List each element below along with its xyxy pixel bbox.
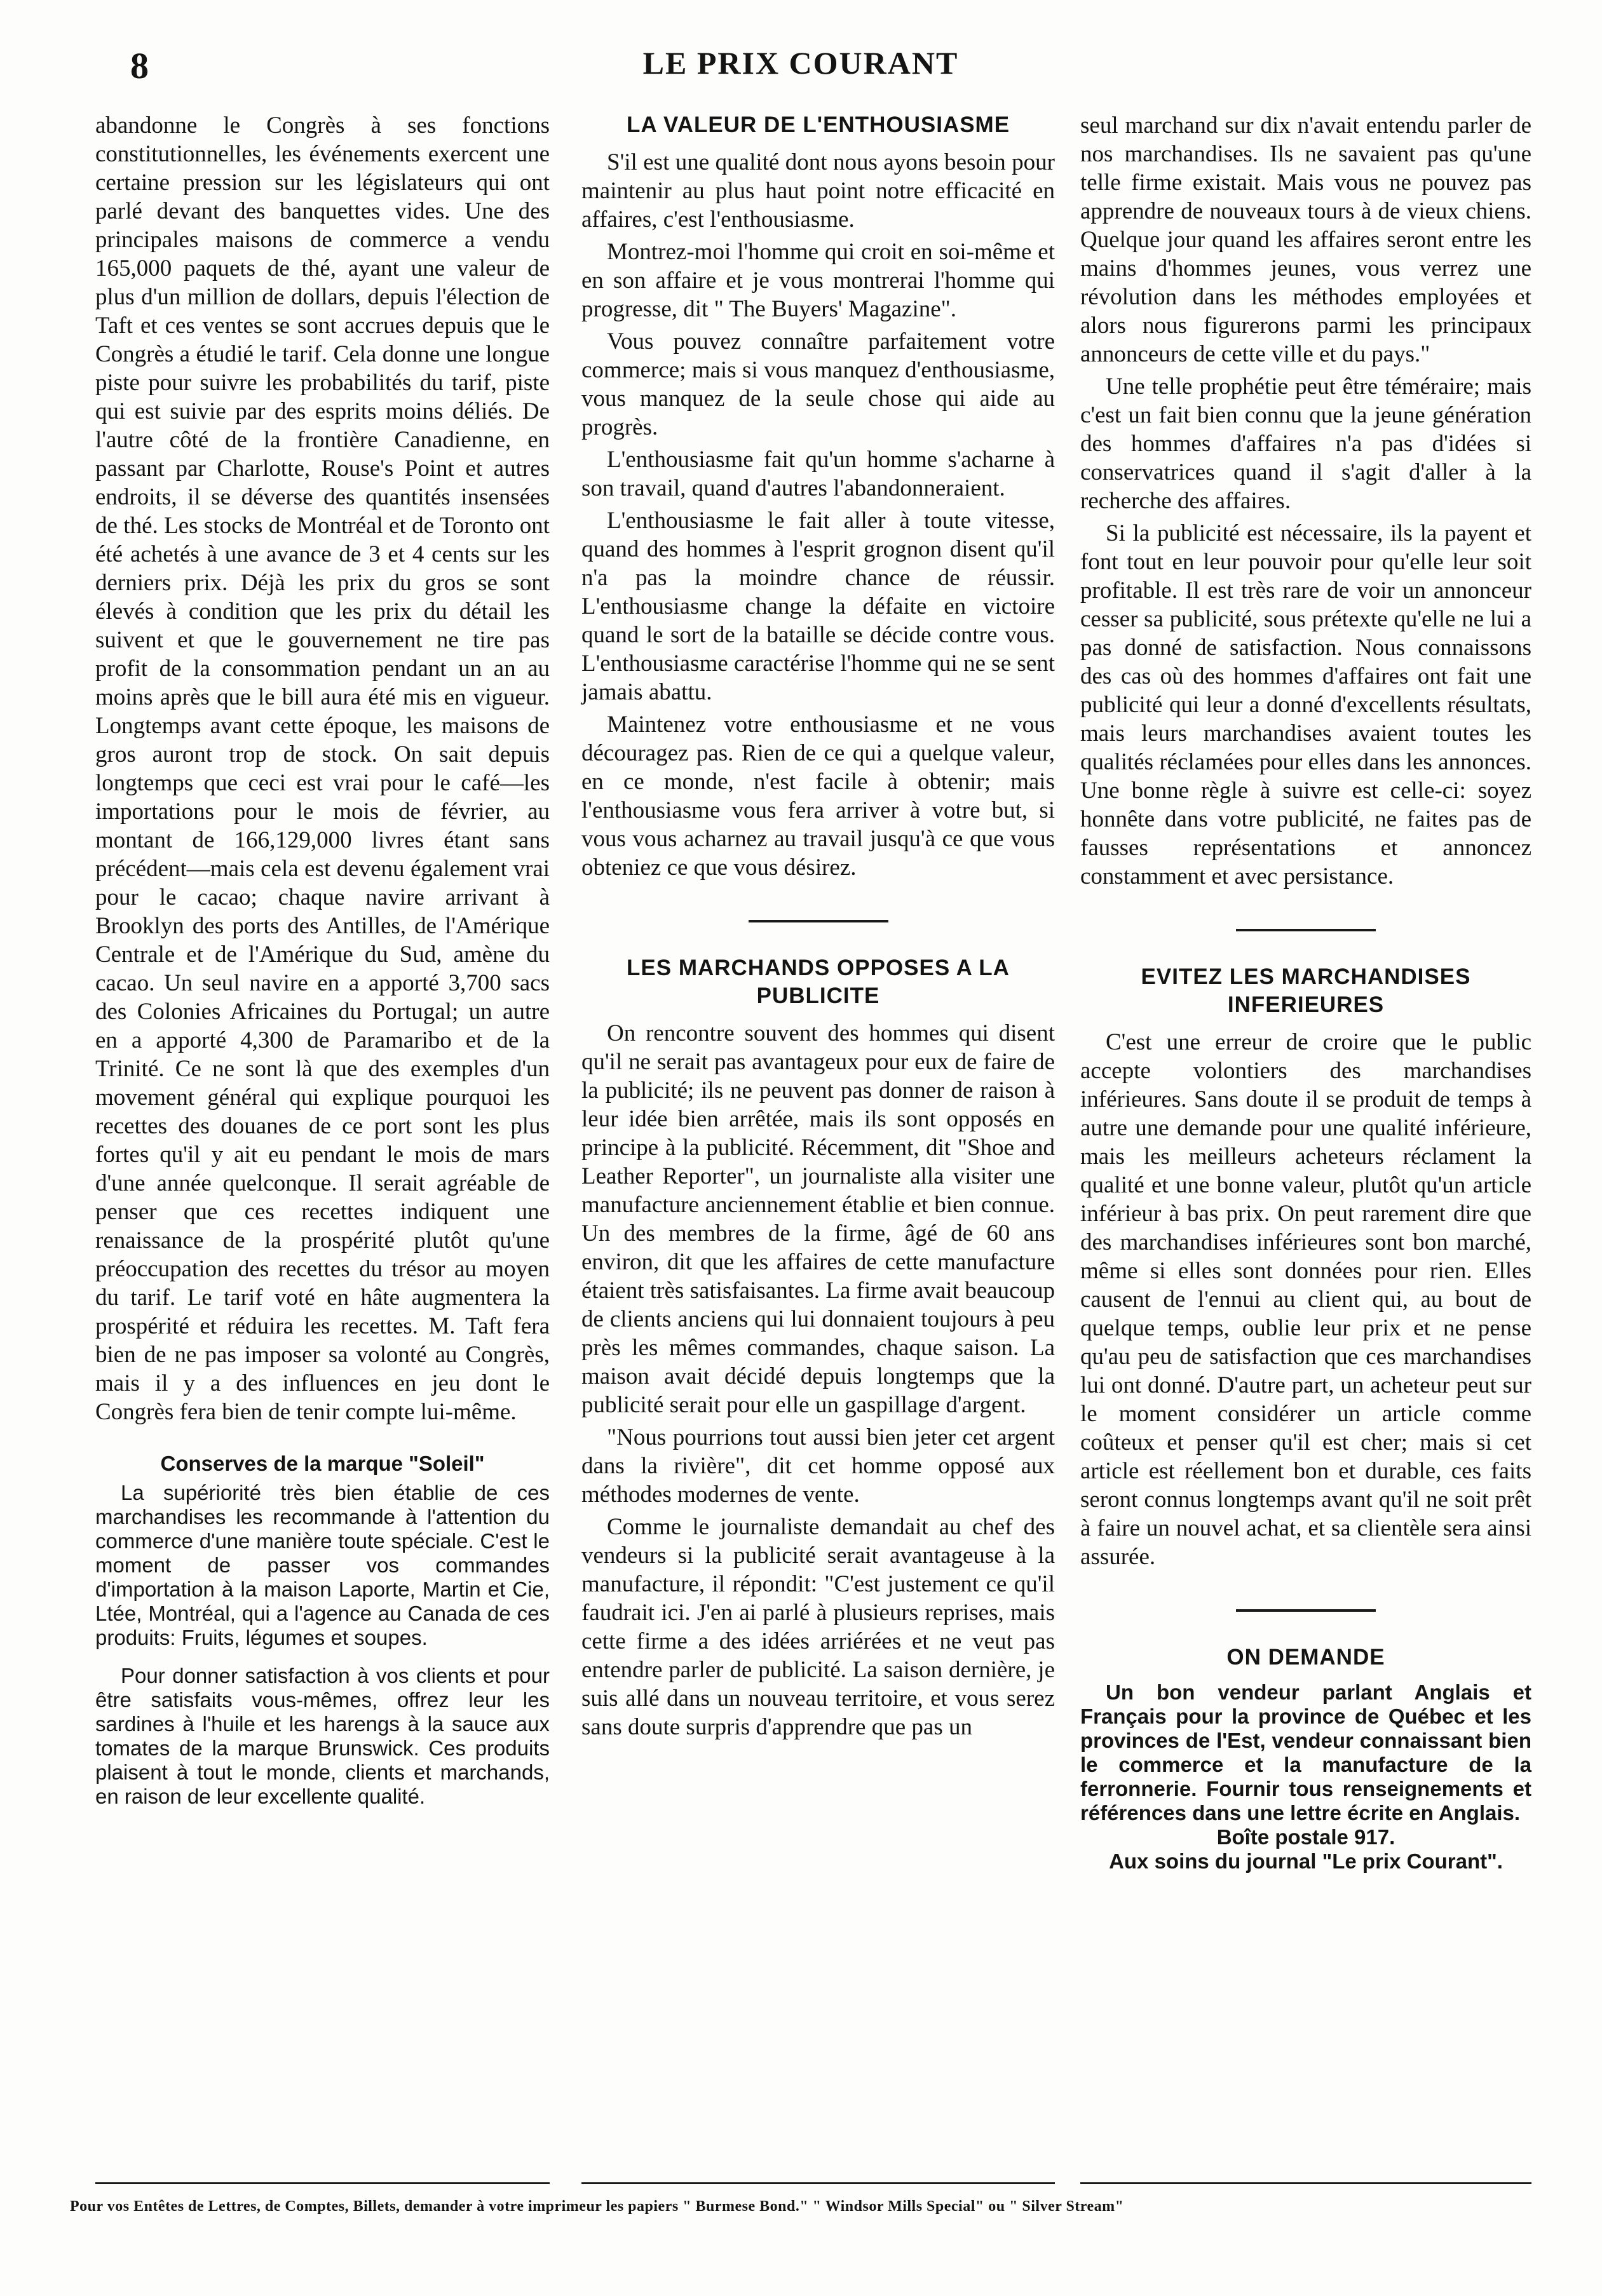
soleil-heading: Conserves de la marque "Soleil" [160, 1452, 485, 1475]
enthusiasm-paragraph: L'enthousiasme fait qu'un homme s'acharne à son travail, quand d'autres l'abandonneraient. [581, 447, 1055, 501]
evitez-article [1080, 1028, 1531, 1571]
bottom-rule [95, 2182, 550, 2184]
soleil-article [95, 1481, 550, 1809]
continuation-paragraph: Si la publicité est nécessaire, ils la payent et font tout en leur pouvoir pour qu'elle leur soit profitable. Il est très rare de voir un annonceur cesser sa publicité, sous prétexte qu'elle ne lui a pas donné de satisfaction. Nous connaissons des cas où des hommes d'affaires ont fait une publicité qui leur a donné d'excellents résultats, mais leurs marchandises avaient toutes les qualités réclamées pour elles dans les annonces. Une bonne règle à suivre est celle-ci: soyez honnête dans votre publicité, ne faites pas de fausses représentations et annoncez constamment et avec persistance. [1080, 520, 1531, 889]
enthusiasm-paragraph: L'enthousiasme le fait aller à toute vitesse, quand des hommes à l'esprit grognon disent qu'il n'a pas la moindre chance de réussir. L'enthousiasme change la défaite en victoire quand le sort de la bataille se décide contre vous. L'enthousiasme caractérise l'homme qui ne se sent jamais abattu. [581, 508, 1055, 705]
marchands-paragraph: "Nous pourrions tout aussi bien jeter cet argent dans la rivière", dit cet homme opposé aux méthodes modernes de vente. [581, 1424, 1055, 1508]
column-middle [581, 111, 1055, 1741]
evitez-paragraph: C'est une erreur de croire que le public accepte volontiers des marchandises inférieures. Sans doute il se produit de temps à autre une demande pour une qualité inférieure, mais les meilleurs acheteurs réclament la qualité et une bonne valeur, plutôt qu'un article inférieur à bas prix. On peut rarement dire que des marchandises inférieures sont bon marché, même si elles sont données pour rien. Elles causent de l'ennui au client qui, au bout de quelque temps, oublie leur prix et ne pense qu'au peu de satisfaction que ces marchandises lui ont donné. D'autre part, un acheteur peut sur le moment considérer un article comme coûteux et penser qu'il est cher; mais si cet article est réellement bon et durable, ces faits seront connus longtemps avant qu'il ne soit prêt à faire un nouvel achat, et sa clientèle sera ainsi assurée. [1080, 1029, 1531, 1570]
enthusiasm-paragraph: S'il est une qualité dont nous ayons besoin pour maintenir au plus haut point notre efficacité en affaires, c'est l'enthousiasme. [581, 149, 1055, 233]
continuation-paragraph: seul marchand sur dix n'avait entendu parler de nos marchandises. Ils ne savaient pas qu'une telle firme existait. Mais vous ne pouvez pas apprendre de nouveaux tours à de vieux chiens. Quelque jour quand les affaires seront entre les mains d'hommes jeunes, vous verrez une révolution dans les méthodes employées et alors nous figurerons parmi les principaux annonceurs de cette ville et du pays." [1080, 112, 1531, 367]
demande-care-of: Aux soins du journal "Le prix Courant". [1109, 1849, 1503, 1873]
section-divider [1236, 929, 1376, 931]
demande-text: Un bon vendeur parlant Anglais et Français pour la province de Québec et les provinces de l'Est, vendeur connaissant bien le commerce et la manufacture de la ferronnerie. Fournir tous renseignements et références dans une lettre écrite en Anglais. [1080, 1680, 1531, 1825]
footer-advert: Pour vos Entêtes de Lettres, de Comptes, Billets, demander à votre imprimeur les papiers " Burmese Bond." " Windsor Mills Special" ou " Silver Stream" [70, 2198, 1124, 2215]
masthead-title: LE PRIX COURANT [642, 45, 959, 81]
column-right [1080, 111, 1531, 1874]
enthusiasm-article [581, 148, 1055, 882]
evitez-heading: EVITEZ LES MARCHANDISES INFERIEURES [1141, 964, 1471, 1017]
marchands-article [581, 1019, 1055, 1741]
marchands-paragraph: Comme le journaliste demandait au chef des vendeurs si la publicité serait avantageuse à la manufacture, il répondit: "C'est justement ce qu'il faudrait ici. J'en ai parlé à plusieurs reprises, mais cette firme a des idées arriérées et ne veut pas entendre parler de publicité. La saison dernière, je suis allé dans un nouveau territoire, et vous serez sans doute surpris d'apprendre que pas un [581, 1514, 1055, 1740]
marchands-heading: LES MARCHANDS OPPOSES A LA PUBLICITE [627, 956, 1010, 1008]
column-left [95, 111, 550, 1809]
soleil-paragraph: La supériorité très bien établie de ces marchandises les recommande à l'attention du commerce d'une manière toute spéciale. C'est le moment de passer vos commandes d'importation à la maison Laporte, Martin et Cie, Ltée, Montréal, qui a l'agence au Canada de ces produits: Fruits, légumes et soupes. [95, 1481, 550, 1649]
bottom-rule [581, 2182, 1055, 2184]
marchands-paragraph: On rencontre souvent des hommes qui disent qu'il ne serait pas avantageux pour eux de faire de la publicité; ils ne peuvent pas donner de raison à leur idée bien arrêtée, mais ils sont opposés en principe à la publicité. Récemment, dit "Shoe and Leather Reporter", un journaliste alla visiter une manufacture anciennement établie et bien connue. Un des membres de la firme, âgé de 60 ans environ, dit que les affaires de cette manufacture étaient très satisfaisantes. La firme avait beaucoup de clients anciens qui lui donnaient toujours à peu près les mêmes commandes, chaque saison. La maison avait décidé depuis longtemps que la publicité serait pour elle un gaspillage d'argent. [581, 1020, 1055, 1418]
continuation-paragraph: Une telle prophétie peut être téméraire; mais c'est un fait bien connu que la jeune génération des hommes d'affaires n'a pas d'idées si conservatrices quand il s'agit d'aller à la recherche des affaires. [1080, 374, 1531, 514]
demande-ad [1080, 1680, 1531, 1874]
tariff-article-text: abandonne le Congrès à ses fonctions constitutionnelles, les événements exercent une certaine pression sur les législateurs qui ont parlé devant des banquettes vides. Une des principales maisons de commerce a vendu 165,000 paquets de thé, ayant une valeur de plus d'un million de dollars, depuis l'élection de Taft et ces ventes se sont accrues depuis que le Congrès a étudié le tarif. Cela donne une longue piste pour suivre les probabilités du tarif, piste qui est suivie par des esprits moins déliés. De l'autre côté de la frontière Canadienne, en passant par Charlotte, Rouse's Point et autres endroits, il se déverse des quantités insensées de thé. Les stocks de Montréal et de Toronto ont été achetés à une avance de 3 et 4 cents sur les derniers prix. Déjà les prix du gros se sont élevés à condition que les prix du détail les suivent et que le gouvernement ne tire pas profit de la consommation pendant un an au moins après que le bill aura été mis en vigueur. Longtemps avant cette époque, les maisons de gros auront trop de stock. On sait depuis longtemps que ceci est vrai pour le café—les importations pour le mois de février, au montant de 166,129,000 livres étant sans précédent—mais cela est devenu également vrai pour le cacao; chaque navire arrivant à Brooklyn des ports des Antilles, de l'Amérique Centrale et de l'Amérique du Sud, amène du cacao. Un seul navire en a apporté 3,700 sacs des Colonies Africaines du Portugal; un autre en a apporté 4,300 de Paramaribo et de la Trinité. Ce ne sont là que des exemples d'un movement général qui explique pourquoi les recettes des douanes de ce port sont les plus fortes qu'il y ait eu pendant le mois de mars d'une année quelconque. Il serait agréable de penser que ces recettes indiquent une renaissance de la prospérité plutôt qu'une préoccupation des recettes du trésor au moyen du tarif. Le tarif voté en hâte augmentera la prospérité et réduira les recettes. M. Taft fera bien de ne pas imposer sa volonté au Congrès, mais il y a des influences en jeu dont le Congrès fera bien de tenir compte lui-même. [95, 112, 550, 1425]
brunswick-paragraph: Pour donner satisfaction à vos clients et pour être satisfaits vous-mêmes, offrez leur les sardines à l'huile et les harengs à la sauce aux tomates de la marque Brunswick. Ces produits plaisent à tout le monde, clients et marchands, en raison de leur excellente qualité. [95, 1664, 550, 1808]
demande-heading: ON DEMANDE [1226, 1645, 1385, 1670]
tariff-article [95, 111, 550, 1426]
enthusiasm-paragraph: Maintenez votre enthousiasme et ne vous découragez pas. Rien de ce qui a quelque valeur, en ce monde, n'est facile à obtenir; mais l'enthousiasme vous fera arriver à votre but, si vous vous acharnez au travail jusqu'à ce que vous obteniez ce que vous désirez. [581, 712, 1055, 881]
marchands-continuation [1080, 111, 1531, 891]
page-number: 8 [130, 45, 149, 86]
section-divider [749, 920, 888, 922]
demande-box: Boîte postale 917. [1216, 1825, 1395, 1849]
enthusiasm-paragraph: Vous pouvez connaître parfaitement votre commerce; mais si vous manquez d'enthousiasme, vous manquez de la seule chose qui aide au progrès. [581, 328, 1055, 440]
bottom-rule [1080, 2182, 1531, 2184]
section-divider [1236, 1609, 1376, 1612]
enthusiasm-paragraph: Montrez-moi l'homme qui croit en soi-même et en son affaire et je vous montrerai l'homme qui progresse, dit " The Buyers' Magazine". [581, 239, 1055, 322]
enthusiasm-heading: LA VALEUR DE L'ENTHOUSIASME [626, 112, 1010, 137]
